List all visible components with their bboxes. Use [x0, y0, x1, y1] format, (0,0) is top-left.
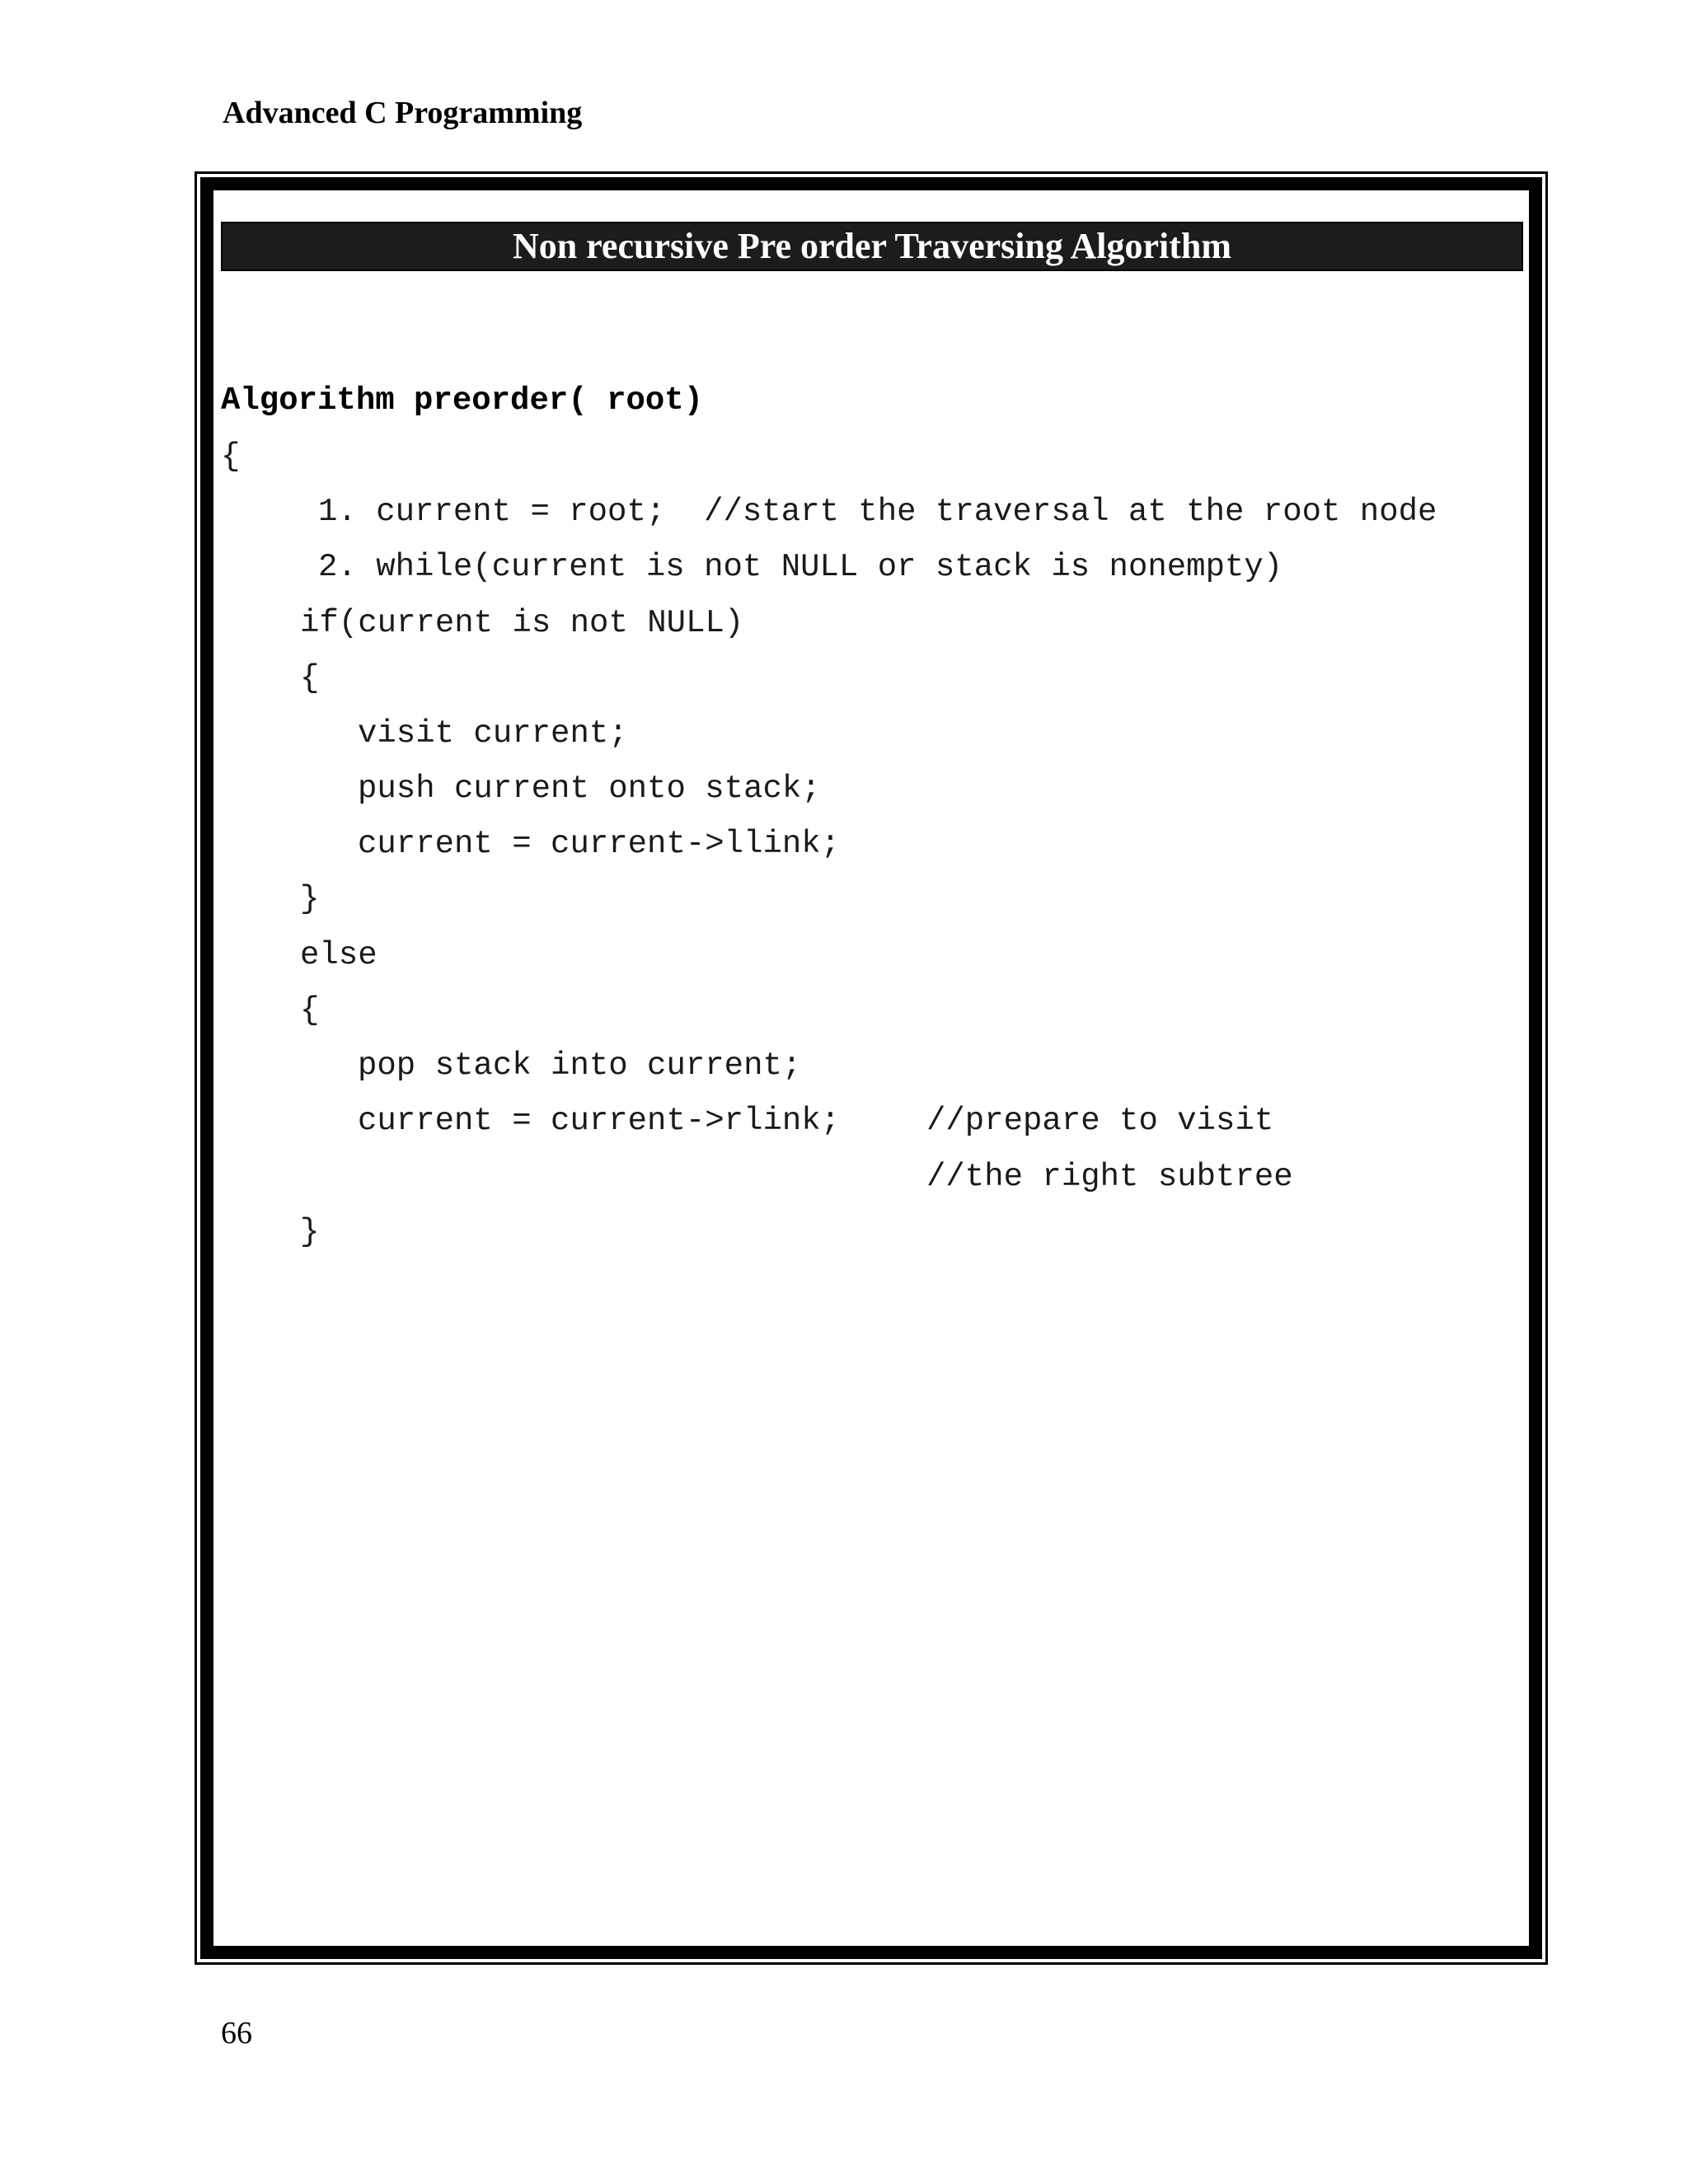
- code-comment-prepare: //prepare to visit: [926, 1103, 1274, 1139]
- code-line-if: if(current is not NULL): [300, 605, 744, 641]
- code-line-right: current = current->rlink;: [358, 1103, 841, 1139]
- page-number: 66: [221, 2016, 252, 2050]
- code-line-else: else: [300, 937, 377, 973]
- algorithm-title: Non recursive Pre order Traversing Algorithm: [512, 226, 1232, 266]
- algorithm-heading: Algorithm preorder( root): [221, 382, 704, 419]
- code-line-pop: pop stack into current;: [358, 1047, 802, 1084]
- code-line-left: current = current->llink;: [358, 826, 841, 862]
- code-line-else-open: {: [300, 992, 320, 1029]
- code-line-open-brace: {: [221, 438, 241, 475]
- code-line-visit: visit current;: [358, 715, 628, 752]
- code-line-step-2: 2. while(current is not NULL or stack is nonempty): [318, 549, 1283, 585]
- code-line-if-open: {: [300, 660, 320, 696]
- code-line-push: push current onto stack;: [358, 771, 821, 807]
- code-line-step-1: 1. current = root; //start the traversal at the root node: [318, 494, 1437, 530]
- code-line-if-close: }: [300, 881, 320, 917]
- code-comment-right-subtree: //the right subtree: [926, 1159, 1293, 1195]
- running-header: Advanced C Programming: [223, 96, 583, 130]
- algorithm-title-bar: [221, 222, 1523, 271]
- code-line-else-close: }: [300, 1214, 320, 1250]
